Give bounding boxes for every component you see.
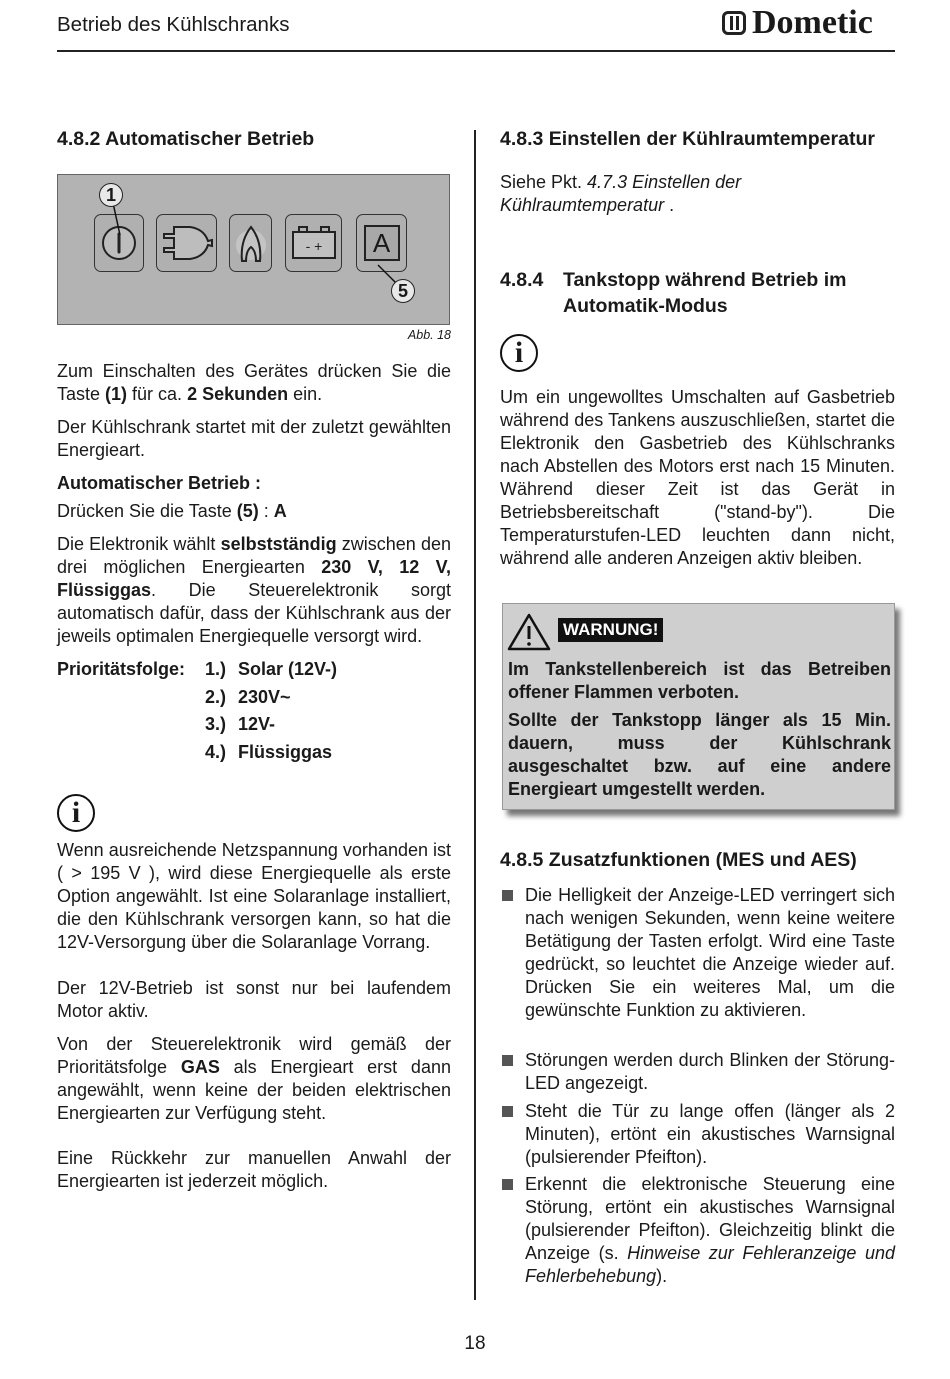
warning-triangle-icon <box>506 612 552 652</box>
bullet-square-icon <box>502 1179 513 1190</box>
paragraph-12v-operation <box>57 977 451 1023</box>
warning-text-switch-off: Sollte der Tankstopp länger als 15 Min. dauern, muss der Kühlschrank ausgeschaltet bzw. auf eine andere Energieart umgestellt werden. <box>508 710 891 799</box>
logo-text: Dometic <box>752 4 873 41</box>
paragraph-switch-on <box>57 360 451 406</box>
priority-num: 1.) <box>205 659 227 679</box>
text-run: Die Elektronik wählt <box>57 534 221 554</box>
text-run: als Energieart erst dann angewählt, wenn keine der beiden elektrischen Energiearten zur Verfügung steht. <box>57 1057 451 1123</box>
subheading-automatic: Automatischer Betrieb : <box>57 473 262 493</box>
control-panel-figure <box>57 174 450 325</box>
text-run: Die Helligkeit der Anzeige-LED verringert sich nach wenigen Sekunden, wenn keine weitere Betätigung der Tasten erfolgt. Wird eine Taste gedrückt, so leuchtet die Anzeige wieder auf. Drücken Sie ein weiteres Mal, um die gewünschte Funktion zu aktivieren. <box>525 885 895 1020</box>
paragraph-last-energy <box>57 416 451 462</box>
text-run: Siehe Pkt. <box>500 172 588 192</box>
bullet-square-icon <box>502 890 513 901</box>
warning-box <box>502 603 895 810</box>
column-divider <box>474 130 476 1300</box>
priority-label: Prioritätsfolge: <box>57 659 186 679</box>
battery-polarity-label: - + <box>305 238 322 254</box>
figure-caption: Abb. 18 <box>407 328 451 342</box>
text-run: Drücken Sie die Taste <box>57 501 237 521</box>
priority-label: 230V~ <box>238 686 291 707</box>
text-run: Steht die Tür zu lange offen (länger als 2 Minuten), ertönt ein akustisches Warnsignal (pulsierender Pfeifton). <box>525 1101 895 1167</box>
text-run: für ca. <box>127 384 188 404</box>
text-run: : <box>258 501 274 521</box>
paragraph-see-point <box>500 171 895 217</box>
bullet-text <box>525 1100 895 1169</box>
heading-number: 4.8.4 <box>500 269 544 291</box>
section-heading-4-8-2: 4.8.2 Automatischer Betrieb <box>57 128 315 150</box>
bullet-text <box>525 1049 895 1095</box>
text-run: 4.7.3 Einstellen der Kühlraumtemperatur <box>500 172 742 215</box>
bullet-square-icon <box>502 1106 513 1117</box>
info-icon: i <box>57 794 95 832</box>
priority-label: Flüssiggas <box>238 742 333 763</box>
paragraph-manual-return <box>57 1147 451 1193</box>
paragraph-tank-stop <box>500 386 895 570</box>
text-run: zwischen den drei möglichen Energiearten <box>57 534 451 577</box>
bullet-text <box>525 1173 895 1288</box>
text-run: A <box>273 501 287 521</box>
text-run: . <box>664 195 675 215</box>
text-run: Eine Rückkehr zur manuellen Anwahl der Energiearten ist jederzeit möglich. <box>57 1148 451 1191</box>
text-run: Zum Einschalten des Gerätes drücken Sie die Taste <box>57 361 451 404</box>
paragraph-press-key-5 <box>57 500 451 523</box>
text-run: GAS <box>180 1057 220 1077</box>
priority-label: Solar (12V-) <box>238 659 338 679</box>
paragraph-gas-priority <box>57 1033 451 1125</box>
text-run: (5) <box>236 501 259 521</box>
section-heading-4-8-3: 4.8.3 Einstellen der Kühlraumtemperatur <box>500 128 875 150</box>
priority-label: 12V- <box>238 714 276 735</box>
warning-text-flames: Im Tankstellenbereich ist das Betreiben offener Flammen verboten. <box>508 659 891 702</box>
warning-label: WARNUNG! <box>558 618 663 642</box>
text-run: Störungen werden durch Blinken der Störung-LED angezeigt. <box>525 1050 895 1093</box>
text-run: Um ein ungewolltes Umschalten auf Gasbetrieb während des Tankens auszuschließen, startet die Elektronik den Gasbetrieb des Kühlschranks nach Abstellen des Motors erst nach 15 Minuten. Während dieser Zeit ist das Gerät in Betriebsbereitschaft ("stand-by"). Die Temperaturstufen-LED leuchten dann nicht, während alle anderen Anzeigen aktiv bleiben. <box>500 387 895 568</box>
text-run: Wenn ausreichende Netzspannung vorhanden ist ( > 195 V ), wird diese Energiequelle als erste Option angewählt. Ist eine Solaranlage installiert, die den Kühlschrank versorgen kann, so hat die 12V-Versorgung über die Solaranlage Vorrang. <box>57 840 451 952</box>
running-header: Betrieb des Kühlschranks <box>57 13 290 36</box>
section-heading-4-8-5: 4.8.5 Zusatzfunktionen (MES und AES) <box>500 849 857 871</box>
bullet-text <box>525 884 895 1022</box>
text-run: Der 12V-Betrieb ist sonst nur bei laufendem Motor aktiv. <box>57 978 451 1021</box>
text-run: . Die Steuerelektronik sorgt automatisch dafür, dass der Kühlschrank aus der jeweils optimalen Energiequelle versorgt wird. <box>57 580 451 646</box>
text-run: Erkennt die elektronische Steuerung eine Störung, ertönt ein akustisches Warnsignal (pulsierender Pfeifton). Gleichzeitig blinkt die Anzeige (s. <box>525 1174 895 1263</box>
paragraph-electronics <box>57 533 451 648</box>
header-rule <box>57 50 895 52</box>
dometic-logo-icon <box>722 11 746 35</box>
text-run: 230 V, 12 V, Flüssiggas <box>57 557 452 600</box>
text-run: ein. <box>288 384 323 404</box>
callout-5: 5 <box>391 279 415 303</box>
text-run: ). <box>656 1266 668 1286</box>
heading-text: Tankstopp während Betrieb im Automatik-Modus <box>563 269 847 317</box>
text-run: Der Kühlschrank startet mit der zuletzt gewählten Energieart. <box>57 417 451 460</box>
auto-key-label: A <box>364 225 400 261</box>
info-icon: i <box>500 334 538 372</box>
text-run: selbstständig <box>220 534 337 554</box>
bullet-square-icon <box>502 1055 513 1066</box>
priority-num: 3.) <box>205 714 227 735</box>
text-run: Hinweise zur Fehleranzeige und Fehlerbehebung <box>525 1243 895 1286</box>
priority-num: 2.) <box>205 686 227 707</box>
callout-1: 1 <box>99 183 123 207</box>
dometic-logo <box>722 4 873 42</box>
text-run: 2 Sekunden <box>187 384 289 404</box>
paragraph-mains-voltage <box>57 839 451 954</box>
page-number: 18 <box>464 1333 486 1354</box>
priority-num: 4.) <box>205 742 227 763</box>
text-run: Von der Steuerelektronik wird gemäß der Prioritätsfolge <box>57 1034 451 1077</box>
text-run: (1) <box>105 384 128 404</box>
